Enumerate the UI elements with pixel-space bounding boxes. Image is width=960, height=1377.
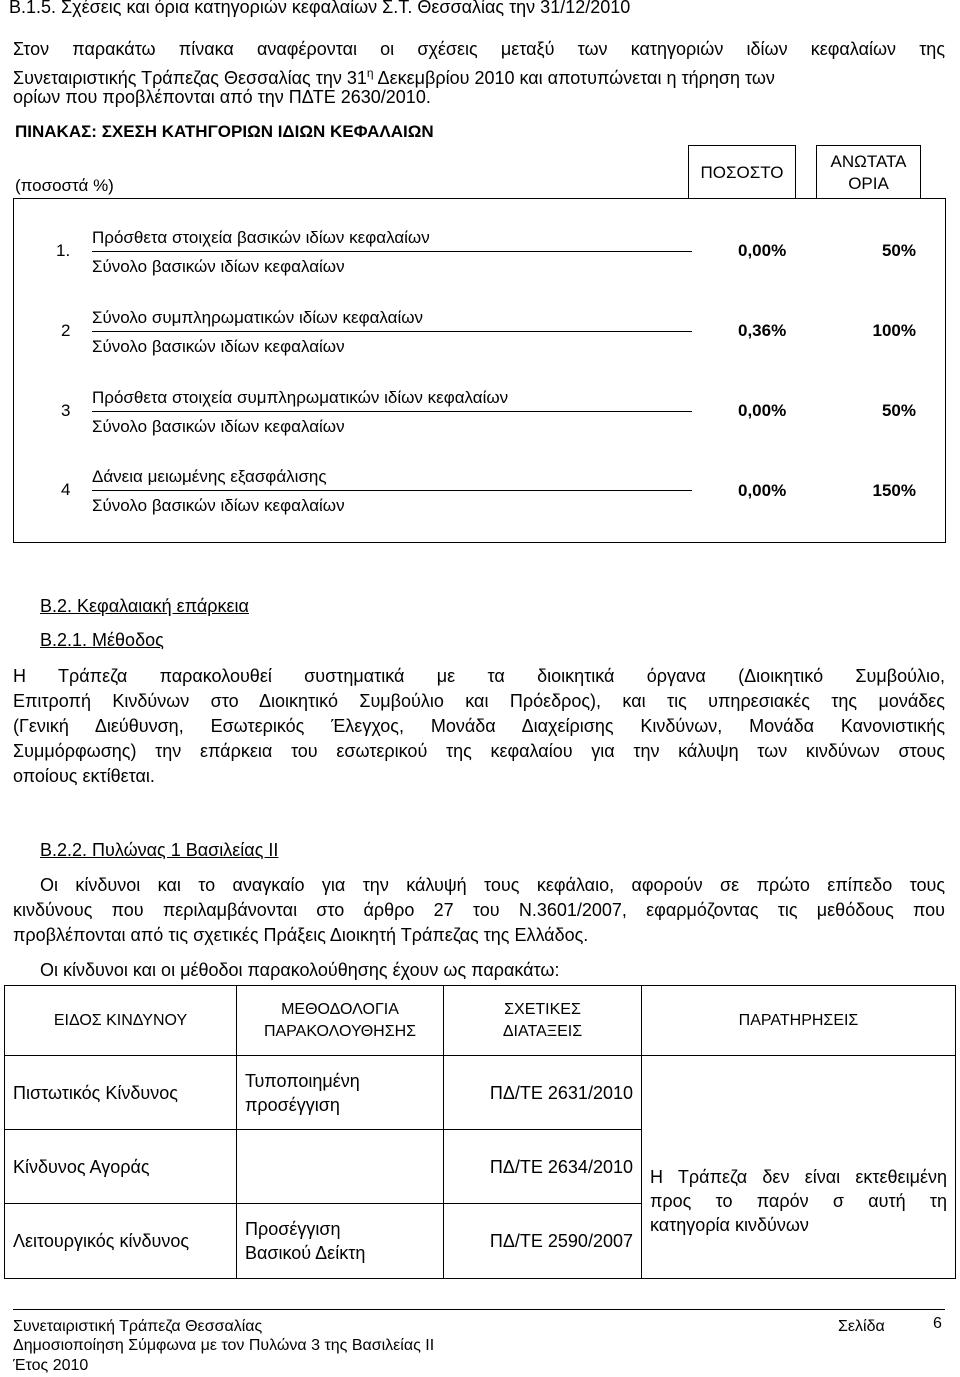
ratio-row-fraction [92,307,692,358]
risk-notes-cell [642,1056,956,1279]
top-heading: Β.1.5. Σχέσεις και όρια κατηγοριών κεφαλαίων Σ.Τ. Θεσσαλίας την 31/12/2010 [9,0,631,17]
ratio-numerator: Πρόσθετα στοιχεία συμπληρωματικών ιδίων κεφαλαίων [92,387,692,412]
b22-para-line: προβλέπονται από τις σχετικές Πράξεις Διοικητή Τράπεζας της Ελλάδος. [13,925,589,945]
ratio-numerator: Σύνολο συμπληρωματικών ιδίων κεφαλαίων [92,307,692,332]
b21-para-line: οποίους εκτίθεται. [13,766,155,786]
col-header-limit [816,145,921,199]
ratio-row-num: 1. [56,241,71,260]
ratio-denominator: Σύνολο βασικών ιδίων κεφαλαίων [92,257,345,276]
risk-type: Πιστωτικός Κίνδυνος [13,1082,178,1103]
ratio-limit: 150% [872,481,916,500]
table-row [5,1056,956,1130]
risk-ref-cell [444,1204,642,1279]
risk-type-cell [5,1204,237,1279]
risk-method-cell [237,1204,444,1279]
ratio-table-title: ΠΙΝΑΚΑΣ: ΣΧΕΣΗ ΚΑΤΗΓΟΡΙΩΝ ΙΔΙΩΝ ΚΕΦΑΛΑΙΩΝ [15,122,434,141]
ratio-percent: 0,00% [738,241,787,260]
risk-header-method-l1: ΜΕΘΟΔΟΛΟΓΙΑ [281,1000,399,1018]
risk-type: Λειτουργικός κίνδυνος [13,1231,190,1251]
risk-note-line: κατηγορία κινδύνων [650,1215,809,1235]
risk-ref: ΠΔ/ΤΕ 2590/2007 [489,1231,633,1251]
risk-header-type-label: ΕΙΔΟΣ ΚΙΝΔΥΝΟΥ [53,1011,188,1029]
risk-header-ref-l2: ΔΙΑΤΑΞΕΙΣ [502,1022,583,1040]
footer-bank: Συνεταιριστική Τράπεζα Θεσσαλίας [13,1318,263,1335]
risk-header-notes [642,986,956,1056]
col-header-limit-l1: ΑΝΩΤΑΤΑ [830,151,907,171]
ratio-row-fraction [92,466,692,517]
intro-line-2-pre: Συνεταιριστικής Τράπεζας Θεσσαλίας την 31 [13,68,367,88]
risk-method-l2: προσέγγιση [245,1094,340,1115]
ratio-row-num: 2 [61,321,71,340]
footer-disclosure: Δημοσιοποίηση Σύμφωνα με τον Πυλώνα 3 της Βασιλείας ΙΙ [13,1337,435,1354]
ratio-table-unit: (ποσοστά %) [15,176,114,195]
risk-method-l2: Βασικού Δείκτη [245,1243,366,1263]
risk-header-type [5,986,237,1056]
intro-sup: η [366,66,374,80]
footer-year: Έτος 2010 [13,1357,89,1374]
risk-header-ref-l1: ΣΧΕΤΙΚΕΣ [504,1000,581,1018]
footer-divider [13,1309,945,1310]
ratio-row-fraction [92,227,692,278]
ratio-denominator: Σύνολο βασικών ιδίων κεφαλαίων [92,417,345,436]
risk-table-header-row [5,986,956,1056]
ratio-limit: 50% [881,241,916,260]
risk-ref: ΠΔ/ΤΕ 2631/2010 [489,1082,633,1103]
section-b22-heading: Β.2.2. Πυλώνας 1 Βασιλείας ΙΙ [40,840,279,860]
ratio-numerator: Δάνεια μειωμένης εξασφάλισης [92,466,692,491]
risk-table [4,985,956,1279]
b21-para-line: Συμμόρφωσης) την επάρκεια του εσωτερικού της κεφαλαίου για την κάλυψη των κινδύνων στους [13,741,945,761]
intro-line-1: Στον παρακάτω πίνακα αναφέρονται οι σχέσεις μεταξύ των κατηγοριών ιδίων κεφαλαίων της [13,39,945,59]
risk-method-l1: Προσέγγιση [245,1219,341,1239]
intro-line-3: ορίων που προβλέπονται από την ΠΔΤΕ 2630/2010. [13,87,431,107]
risk-note-line: Η Τράπεζα δεν είναι εκτεθειμένη [650,1167,947,1187]
ratio-row-num: 4 [61,480,71,499]
b22-intro-2: Οι κίνδυνοι και οι μέθοδοι παρακολούθησης έχουν ως παρακάτω: [40,960,560,980]
b21-para-line: Επιτροπή Κινδύνων στο Διοικητικό Συμβούλιο και Πρόεδρος), και τις υπηρεσιακές της μονάδες [13,691,945,711]
section-b2-heading: Β.2. Κεφαλαιακή επάρκεια [40,596,249,616]
ratio-percent: 0,36% [738,321,787,340]
risk-header-ref [444,986,642,1056]
risk-method-cell [237,1130,444,1204]
risk-type: Κίνδυνος Αγοράς [13,1156,150,1177]
intro-line-2-post: Δεκεμβρίου 2010 και αποτυπώνεται η τήρηση των [373,68,775,88]
footer-page-number: 6 [933,1315,942,1332]
risk-header-notes-label: ΠΑΡΑΤΗΡΗΣΕΙΣ [738,1011,859,1029]
risk-header-method [237,986,444,1056]
risk-note-line: προς το παρόν σ αυτή τη [650,1191,947,1211]
risk-type-cell [5,1130,237,1204]
ratio-limit: 50% [881,401,916,420]
ratio-denominator: Σύνολο βασικών ιδίων κεφαλαίων [92,337,345,356]
b21-para-line: (Γενική Διεύθυνση, Εσωτερικός Έλεγχος, Μονάδα Διαχείρισης Κινδύνων, Μονάδα Κανονιστικής [13,716,945,736]
risk-method-cell [237,1056,444,1130]
col-header-limit-l2: ΟΡΙΑ [848,173,889,193]
risk-type-cell [5,1056,237,1130]
ratio-limit: 100% [872,321,916,340]
b22-para-line: κινδύνους που περιλαμβάνονται στο άρθρο 27 του Ν.3601/2007, εφαρμόζοντας τις μεθόδους που [13,900,945,920]
ratio-row-num: 3 [61,401,71,420]
risk-header-method-l2: ΠΑΡΑΚΟΛΟΥΘΗΣΗΣ [263,1022,417,1040]
col-header-percent-label: ΠΟΣΟΣΤΟ [700,162,784,182]
footer-page-label: Σελίδα [838,1318,885,1335]
ratio-denominator: Σύνολο βασικών ιδίων κεφαλαίων [92,496,345,515]
ratio-percent: 0,00% [738,481,787,500]
risk-method-l1: Τυποποιημένη [245,1070,360,1091]
ratio-numerator: Πρόσθετα στοιχεία βασικών ιδίων κεφαλαίων [92,227,692,252]
b22-para-line: Οι κίνδυνοι και το αναγκαίο για την κάλυψή τους κεφάλαιο, αφορούν σε πρώτο επίπεδο τους [40,875,945,895]
risk-ref: ΠΔ/ΤΕ 2634/2010 [489,1156,633,1177]
ratio-row-fraction [92,387,692,438]
risk-ref-cell [444,1056,642,1130]
b21-para-line: Η Τράπεζα παρακολουθεί συστηματικά με τα διοικητικά όργανα (Διοικητικό Συμβούλιο, [13,666,945,686]
section-b21-heading: Β.2.1. Μέθοδος [40,630,164,650]
risk-ref-cell [444,1130,642,1204]
col-header-percent [688,145,796,199]
ratio-percent: 0,00% [738,401,787,420]
